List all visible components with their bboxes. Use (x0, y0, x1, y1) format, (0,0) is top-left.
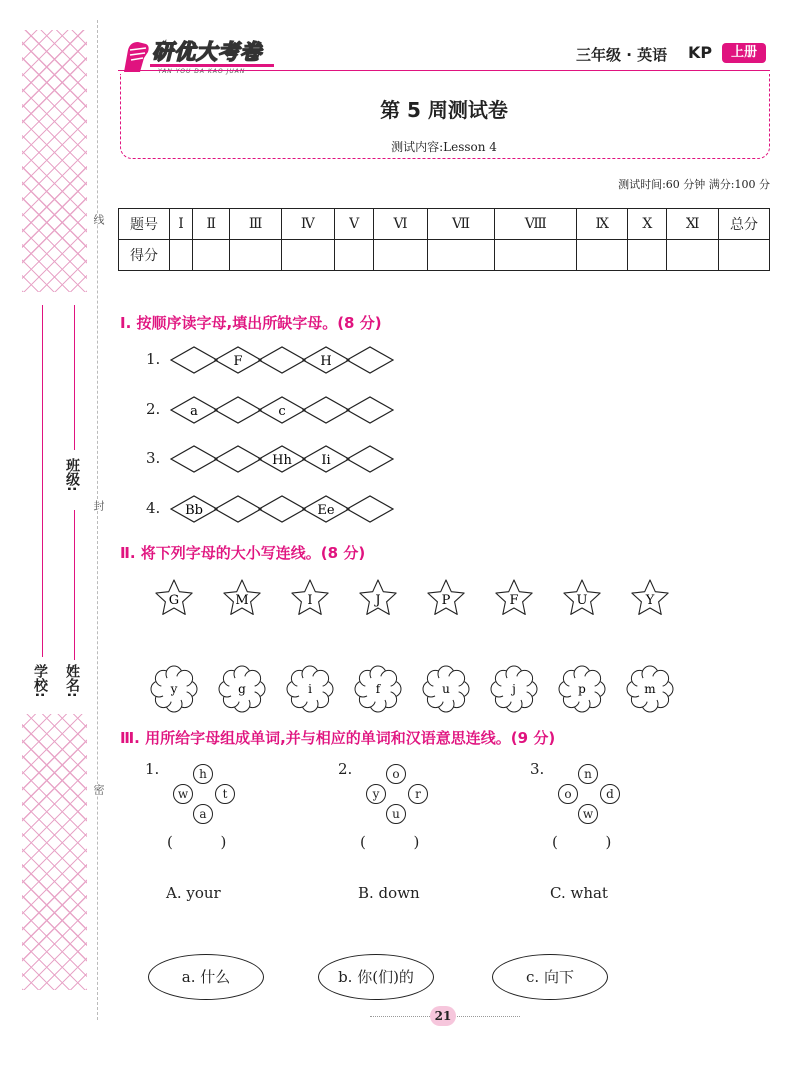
section2-title: Ⅱ. 将下列字母的大小写连线。(8 分) (120, 544, 366, 562)
score-cell[interactable] (334, 240, 373, 271)
section3-title: Ⅲ. 用所给字母组成单词,并与相应的单词和汉语意思连线。(9 分) (120, 729, 556, 747)
page-number: 21 (430, 1006, 456, 1026)
score-cell[interactable] (628, 240, 667, 271)
letter-diamond[interactable] (215, 496, 261, 522)
class-label: 班级: (64, 458, 80, 492)
star-icon (290, 578, 330, 618)
header-edition: KP (688, 43, 713, 62)
header-cell: 总分 (719, 209, 770, 240)
school-line (42, 305, 43, 657)
flower-icon (421, 664, 471, 714)
flower-icon (557, 664, 607, 714)
logo-bar (150, 64, 274, 67)
letter-diamond[interactable] (347, 397, 393, 423)
letter-circle: y (366, 784, 386, 804)
star-letter: F (509, 593, 519, 608)
letter-diamond[interactable] (171, 347, 217, 373)
score-cell[interactable] (170, 240, 193, 271)
question-number: 2. (338, 760, 353, 778)
star-icon (358, 578, 398, 618)
letter-diamond (171, 397, 217, 423)
margin-line-char: 线 (92, 214, 105, 225)
flower-icon (625, 664, 675, 714)
header-cell-label: 题号 (119, 209, 170, 240)
letter-circle: t (215, 784, 235, 804)
header-cell: Ⅶ (427, 209, 495, 240)
letter-diamond[interactable] (347, 496, 393, 522)
diamond-chain (170, 345, 394, 375)
star-icon (222, 578, 262, 618)
time-info: 测试时间:60 分钟 满分:100 分 (618, 178, 770, 191)
star-icon (494, 578, 534, 618)
header-cell: Ⅰ (170, 209, 193, 240)
score-cell[interactable] (667, 240, 719, 271)
flower-icon (489, 664, 539, 714)
letter-diamond[interactable] (215, 446, 261, 472)
logo-title: 研优大考卷 (152, 40, 262, 64)
answer-bracket[interactable]: ( ) (552, 833, 612, 851)
flower-icon (149, 664, 199, 714)
diamond-letter: Bb (185, 503, 203, 518)
flower-letter: g (238, 682, 246, 696)
score-cell[interactable] (719, 240, 770, 271)
letter-circle: o (558, 784, 578, 804)
school-label: 学校: (32, 664, 48, 698)
flower-letter: u (442, 682, 450, 696)
diamond-letter: Ee (317, 503, 335, 518)
letter-diamond[interactable] (171, 446, 217, 472)
letter-circle: a (193, 804, 213, 824)
header-cell: Ⅲ (230, 209, 281, 240)
question-number: 1. (146, 350, 161, 368)
letter-circle: o (386, 764, 406, 784)
letter-diamond[interactable] (303, 397, 349, 423)
letter-diamond[interactable] (259, 496, 305, 522)
name-line (74, 510, 75, 660)
question-number: 1. (145, 760, 160, 778)
flower-icon (285, 664, 335, 714)
score-row-label: 得分 (119, 240, 170, 271)
header-grade: 三年级 · 英语 (576, 46, 668, 64)
flower-letter: y (170, 682, 178, 696)
section1-title: Ⅰ. 按顺序读字母,填出所缺字母。(8 分) (120, 314, 382, 332)
diamond-chain (170, 494, 394, 524)
margin-hatch-bottom (22, 714, 87, 990)
header-cell: Ⅳ (281, 209, 334, 240)
header-cell: Ⅸ (577, 209, 628, 240)
meaning-ellipse[interactable]: b. 你(们)的 (318, 954, 434, 1000)
letter-diamond[interactable] (215, 397, 261, 423)
letter-diamond (303, 347, 349, 373)
letter-circle: w (578, 804, 598, 824)
letter-diamond (215, 347, 261, 373)
score-cell[interactable] (281, 240, 334, 271)
score-cell[interactable] (495, 240, 577, 271)
word-option[interactable]: B. down (358, 884, 420, 902)
header-cell: Ⅴ (334, 209, 373, 240)
letter-diamond (259, 397, 305, 423)
header-cell: Ⅷ (495, 209, 577, 240)
letter-diamond[interactable] (347, 347, 393, 373)
letter-circle: h (193, 764, 213, 784)
letter-diamond (303, 446, 349, 472)
star-letter: J (375, 593, 381, 608)
letter-circle: u (386, 804, 406, 824)
logo (118, 34, 278, 78)
letter-diamond (303, 496, 349, 522)
header-cell: Ⅱ (193, 209, 230, 240)
question-number: 3. (530, 760, 545, 778)
flower-letter: m (644, 682, 656, 696)
diamond-letter: Ii (321, 453, 331, 468)
margin-seal-char: 封 (92, 500, 105, 511)
answer-bracket[interactable]: ( ) (167, 833, 227, 851)
letter-circle: r (408, 784, 428, 804)
diamond-letter: a (190, 404, 198, 419)
name-label: 姓名: (64, 664, 80, 698)
letter-diamond (171, 496, 217, 522)
score-cell[interactable] (577, 240, 628, 271)
diamond-chain (170, 395, 394, 425)
score-cell[interactable] (374, 240, 427, 271)
class-line (74, 305, 75, 450)
flower-letter: p (578, 682, 586, 696)
diamond-chain (170, 444, 394, 474)
flower-icon (353, 664, 403, 714)
letter-circle: d (600, 784, 620, 804)
score-input-row (119, 240, 770, 271)
meaning-ellipse[interactable]: a. 什么 (148, 954, 264, 1000)
diamond-letter: F (233, 354, 243, 369)
flower-letter: f (375, 682, 381, 696)
star-icon (562, 578, 602, 618)
header-cell: Ⅺ (667, 209, 719, 240)
flower-letter: i (308, 682, 312, 696)
star-letter: M (235, 593, 249, 608)
star-letter: Y (645, 593, 655, 608)
flower-icon (217, 664, 267, 714)
score-cell[interactable] (427, 240, 495, 271)
volume-badge: 上册 (722, 43, 766, 63)
star-letter: I (307, 593, 313, 608)
star-icon (426, 578, 466, 618)
header-cell: Ⅵ (374, 209, 427, 240)
star-letter: P (441, 593, 451, 608)
score-table (118, 208, 770, 271)
word-option[interactable]: C. what (550, 884, 608, 902)
page-title: 第 5 周测试卷 (380, 98, 508, 122)
diamond-letter: c (278, 404, 286, 419)
margin-hatch-top (22, 30, 87, 292)
test-content: 测试内容:Lesson 4 (391, 140, 497, 154)
diamond-letter: Hh (272, 453, 292, 468)
question-number: 4. (146, 499, 161, 517)
flower-letter: j (512, 682, 516, 696)
meaning-ellipse[interactable]: c. 向下 (492, 954, 608, 1000)
score-cell[interactable] (230, 240, 281, 271)
letter-circle: n (578, 764, 598, 784)
score-header-row (119, 209, 770, 240)
answer-bracket[interactable]: ( ) (360, 833, 420, 851)
diamond-letter: H (320, 354, 332, 369)
star-icon (630, 578, 670, 618)
letter-circle: w (173, 784, 193, 804)
logo-subtitle: YAN YOU DA KAO JUAN (158, 68, 246, 75)
star-letter: U (576, 593, 588, 608)
question-number: 2. (146, 400, 161, 418)
star-icon (154, 578, 194, 618)
margin-divider (97, 20, 98, 1020)
star-letter: G (168, 593, 180, 608)
header-rule (118, 70, 770, 71)
score-cell[interactable] (193, 240, 230, 271)
header-cell: Ⅹ (628, 209, 667, 240)
letter-diamond[interactable] (347, 446, 393, 472)
letter-diamond[interactable] (259, 347, 305, 373)
margin-close-char: 密 (92, 784, 105, 795)
question-number: 3. (146, 449, 161, 467)
word-option[interactable]: A. your (166, 884, 221, 902)
letter-diamond (259, 446, 305, 472)
